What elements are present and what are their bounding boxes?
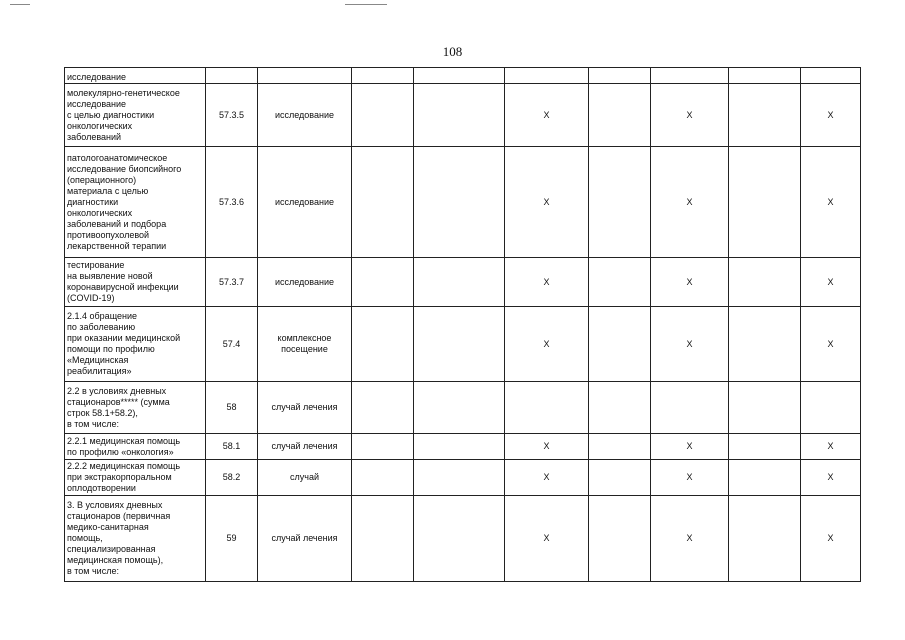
row-unit-cell: исследование: [258, 84, 352, 147]
empty-cell: [352, 147, 414, 258]
row-unit-cell: случай лечения: [258, 382, 352, 434]
row-name-cell: молекулярно-генетическое исследование с целью диагностики онкологических заболеваний: [65, 84, 206, 147]
empty-cell: [589, 382, 651, 434]
row-name-cell: 2.1.4 обращение по заболеванию при оказании медицинской помощи по профилю «Медицинская реабилитация»: [65, 307, 206, 382]
empty-cell: [414, 68, 505, 84]
x-mark-cell: X: [651, 84, 729, 147]
row-code-cell: 58: [206, 382, 258, 434]
empty-cell: [352, 460, 414, 496]
x-mark-cell: X: [505, 460, 589, 496]
empty-cell: [414, 460, 505, 496]
empty-cell: [352, 434, 414, 460]
empty-cell: [414, 434, 505, 460]
page-number: 108: [442, 44, 463, 59]
empty-cell: [729, 434, 801, 460]
row-unit-cell: случай лечения: [258, 434, 352, 460]
row-name-cell: 3. В условиях дневных стационаров (первичная медико-санитарная помощь, специализированная медицинская помощь), в том числе:: [65, 496, 206, 582]
empty-cell: [729, 68, 801, 84]
empty-cell: [589, 84, 651, 147]
x-mark-cell: X: [651, 307, 729, 382]
empty-cell: [589, 496, 651, 582]
row-name-cell: патологоанатомическое исследование биопсийного (операционного) материала с целью диагностики онкологических заболеваний и подбора противоопухолевой лекарственной терапии: [65, 147, 206, 258]
x-mark-cell: [505, 382, 589, 434]
table-body: [65, 68, 861, 582]
empty-cell: [729, 382, 801, 434]
x-mark-cell: X: [651, 496, 729, 582]
empty-cell: [729, 258, 801, 307]
empty-cell: [729, 84, 801, 147]
table-row: [65, 382, 861, 434]
empty-cell: [352, 307, 414, 382]
table-row: [65, 460, 861, 496]
table-row: [65, 84, 861, 147]
empty-cell: [589, 460, 651, 496]
empty-cell: [352, 258, 414, 307]
row-unit-cell: случай лечения: [258, 496, 352, 582]
empty-cell: [414, 307, 505, 382]
x-mark-cell: X: [801, 84, 861, 147]
x-mark-cell: X: [801, 147, 861, 258]
scan-mark: [10, 4, 30, 5]
x-mark-cell: X: [801, 258, 861, 307]
empty-cell: [352, 84, 414, 147]
x-mark-cell: X: [505, 258, 589, 307]
empty-cell: [414, 84, 505, 147]
empty-cell: [414, 496, 505, 582]
x-mark-cell: X: [801, 496, 861, 582]
empty-cell: [352, 68, 414, 84]
empty-cell: [729, 460, 801, 496]
empty-cell: [589, 147, 651, 258]
x-mark-cell: X: [651, 434, 729, 460]
x-mark-cell: [801, 68, 861, 84]
x-mark-cell: X: [651, 460, 729, 496]
table-row: [65, 147, 861, 258]
row-name-cell: 2.2 в условиях дневных стационаров***** (сумма строк 58.1+58.2), в том числе:: [65, 382, 206, 434]
empty-cell: [352, 496, 414, 582]
x-mark-cell: [505, 68, 589, 84]
row-code-cell: 57.4: [206, 307, 258, 382]
row-name-cell: 2.2.1 медицинская помощь по профилю «онкология»: [65, 434, 206, 460]
empty-cell: [414, 258, 505, 307]
empty-cell: [729, 496, 801, 582]
empty-cell: [414, 382, 505, 434]
x-mark-cell: X: [651, 147, 729, 258]
row-code-cell: 57.3.5: [206, 84, 258, 147]
row-name-cell: исследование: [65, 68, 206, 84]
empty-cell: [589, 434, 651, 460]
x-mark-cell: X: [801, 307, 861, 382]
row-name-cell: 2.2.2 медицинская помощь при экстракорпоральном оплодотворении: [65, 460, 206, 496]
row-code-cell: 57.3.6: [206, 147, 258, 258]
empty-cell: [352, 382, 414, 434]
x-mark-cell: X: [505, 434, 589, 460]
row-code-cell: 58.1: [206, 434, 258, 460]
row-code-cell: 59: [206, 496, 258, 582]
x-mark-cell: X: [505, 84, 589, 147]
table-row: [65, 434, 861, 460]
table-row: [65, 68, 861, 84]
row-code-cell: 57.3.7: [206, 258, 258, 307]
x-mark-cell: X: [505, 307, 589, 382]
empty-cell: [589, 68, 651, 84]
row-unit-cell: исследование: [258, 147, 352, 258]
row-unit-cell: [258, 68, 352, 84]
row-unit-cell: исследование: [258, 258, 352, 307]
x-mark-cell: X: [801, 460, 861, 496]
empty-cell: [729, 147, 801, 258]
row-unit-cell: случай: [258, 460, 352, 496]
services-table: [64, 67, 861, 582]
x-mark-cell: [651, 382, 729, 434]
x-mark-cell: X: [505, 147, 589, 258]
table-row: [65, 258, 861, 307]
empty-cell: [589, 307, 651, 382]
x-mark-cell: X: [651, 258, 729, 307]
scan-mark: [345, 4, 387, 5]
table-row: [65, 307, 861, 382]
x-mark-cell: [651, 68, 729, 84]
row-unit-cell: комплексное посещение: [258, 307, 352, 382]
table-row: [65, 496, 861, 582]
empty-cell: [729, 307, 801, 382]
row-code-cell: 58.2: [206, 460, 258, 496]
x-mark-cell: X: [505, 496, 589, 582]
empty-cell: [589, 258, 651, 307]
x-mark-cell: [801, 382, 861, 434]
row-name-cell: тестирование на выявление новой коронавирусной инфекции (COVID-19): [65, 258, 206, 307]
x-mark-cell: X: [801, 434, 861, 460]
empty-cell: [414, 147, 505, 258]
row-code-cell: [206, 68, 258, 84]
